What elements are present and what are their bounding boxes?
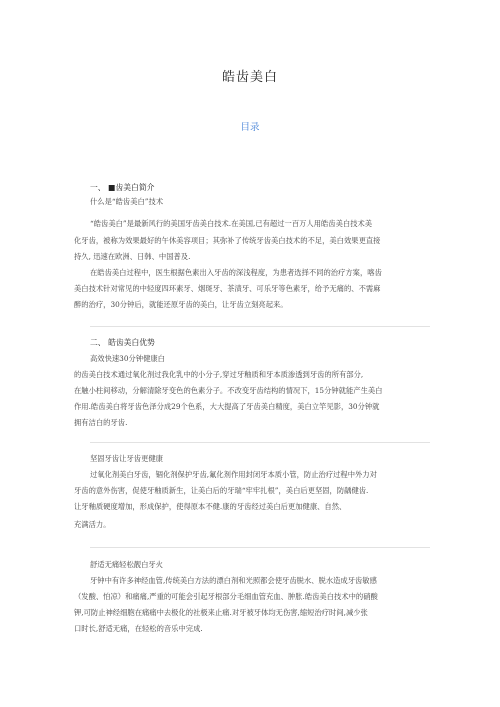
section2-p1-line: 拥有洁白的牙齿. <box>74 418 128 427</box>
section2-p2-line: 让牙釉质硬度增加，形成保护，使得原本不健.康的牙齿经过美白后更加健康、自然、 <box>74 502 347 511</box>
section1-subheading: 什么是“皓齿美白”技术 <box>90 197 164 206</box>
section2-p3-line: （发酸、怕凉）和痛痛,严重的可能会引起牙根部分毛细血管充血、肿胀.皓齿美白技术中的硝酸 <box>74 592 378 601</box>
section2-p3-line: 口时长,舒适无痛，在轻松的音乐中完成. <box>74 624 203 633</box>
section1-p2-line: 醉的治疗，30分钟后，就能还原牙齿的美白，让牙齿立刻亮起来。 <box>74 300 288 309</box>
section1-p1-line: 持久, 迅速在欧洲、日韩、中国普及. <box>74 252 191 261</box>
section2-heading: 二、 皓齿美白优势 <box>90 338 155 347</box>
section1-p2-line: 美白技术针对常见的中轻度四环素牙、烟斑牙、茶渍牙、可乐牙等色素牙，给予无痛的、不需麻 <box>74 284 381 293</box>
section2-p1-line: 在触小柱间移动，分解清除牙变色的色素分子。不改变牙齿结构的情况下，15分钟就能产生美白 <box>74 386 383 395</box>
section2-p1-line: 作用.皓齿美白将牙齿色泽分成29个色系，大大提高了牙齿美白精度，美白立竿见影，30分钟就 <box>74 402 380 411</box>
section2-sub3: 舒适无痛轻松靓白牙火 <box>90 560 163 569</box>
section2-p1-line: 的齿美白技术通过氧化剂过我化乳中的小分子,穿过牙釉质和牙本质渗透到牙齿的所有部分, <box>74 370 364 379</box>
section-divider <box>90 326 430 327</box>
section2-p3-line: 牙钟中有许多神经血管,传统美白方法的漂白剂和光照都会使牙齿脱水、脱水造成牙齿敏感 <box>90 576 377 585</box>
section2-sub2: 坚固牙齿让牙齿更健康 <box>90 454 163 463</box>
section1-p1-line: “皓齿美白”是最新风行的美国牙齿美白技术.在美国,已有超过一百万人用皓齿美白技术美 <box>90 219 373 228</box>
document-title: 皓齿美白 <box>221 70 278 85</box>
section2-p2-line: 过氧化剂美白牙齿，锢化剂保护牙齿,氟化剂作用封闭牙本质小管，防止治疗过程中外力对 <box>90 470 377 479</box>
section2-sub1: 高效快速30分钟健康白 <box>90 354 165 363</box>
toc-link[interactable]: 目录 <box>240 122 260 133</box>
section2-p2-line: 充满活力。 <box>74 520 111 529</box>
section1-p1-line: 化牙齿，被称为效果最好的午休美容项目；其弥补了传统牙齿美白技术的不足，美白效果更直接 <box>74 236 381 245</box>
section2-p2-line: 牙齿的意外伤害，促使牙釉质新生，让美白后的牙瑞“牢牢扎根”，美白后更坚固，防龋健齿. <box>74 486 369 495</box>
section1-heading: 一、 ■齿美白简介 <box>90 183 155 192</box>
section-divider <box>90 547 430 548</box>
section-divider <box>90 442 430 443</box>
section1-p2-line: 在皓齿美白过程中，医生根据色素出入牙齿的深浅程度，为患者选择不同的治疗方案，喀齿 <box>90 268 382 277</box>
section2-p3-line: 钾,可防止神经细胞在痛痛中去极化的社极来止痛.对牙被牙体均无伤害,缩短治疗时间,减少张 <box>74 608 368 617</box>
